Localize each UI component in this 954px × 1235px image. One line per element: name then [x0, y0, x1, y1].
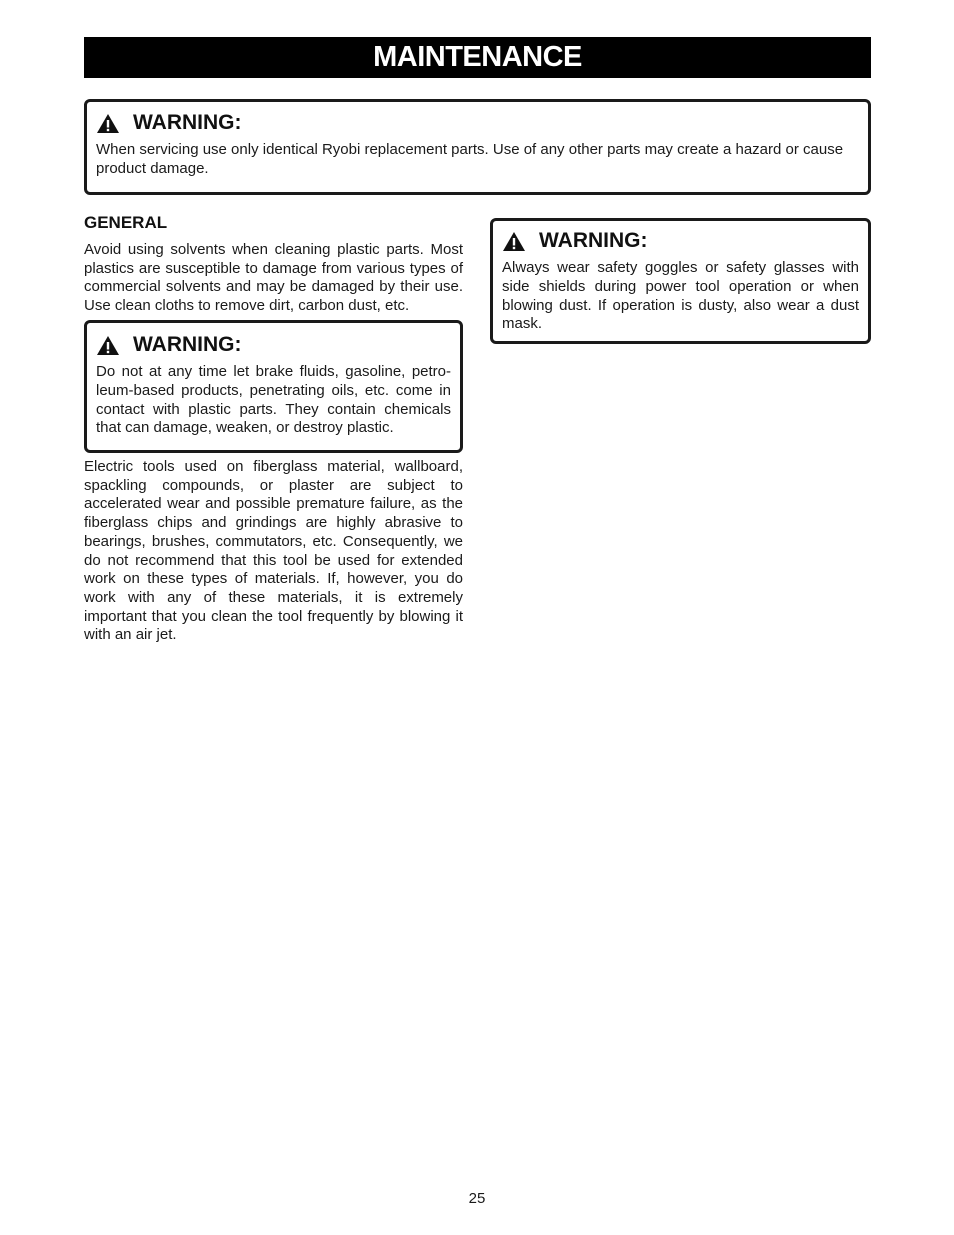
warning-label: WARNING:	[133, 111, 242, 134]
page-number: 25	[468, 1190, 486, 1207]
warning-header	[502, 229, 859, 253]
warning-header	[96, 111, 858, 135]
warning-label: WARNING:	[133, 333, 242, 356]
warning-triangle-icon	[96, 335, 120, 356]
warning-box-replacement-parts	[84, 99, 871, 195]
warning-text: Do not at any time let brake fluids, gasoline, petro-leum-based products, penetrating oils, etc. come in contact with plastic parts. They contain chemicals that can damage, weaken, or destroy plastic.	[96, 363, 451, 437]
warning-label: WARNING:	[539, 229, 648, 252]
warning-box-plastic-parts	[84, 320, 463, 453]
warning-text: When servicing use only identical Ryobi replacement parts. Use of any other parts may create a hazard or cause product damage.	[96, 141, 844, 177]
warning-header	[96, 333, 451, 357]
warning-box-safety-goggles	[490, 218, 871, 344]
warning-triangle-icon	[502, 231, 526, 252]
general-paragraph-solvents: Avoid using solvents when cleaning plastic parts. Most plastics are susceptible to damage from various types of commercial solvents and may be damaged by their use. Use clean cloths to remove dirt, carbon dust, etc.	[84, 241, 463, 315]
section-heading-general: GENERAL	[84, 213, 168, 232]
warning-text: Always wear safety goggles or safety glasses with side shields during power tool operation or when blowing dust. If operation is dusty, also wear a dust mask.	[502, 259, 859, 333]
general-paragraph-fiberglass: Electric tools used on fiberglass material, wallboard, spackling compounds, or plaster are subject to accelerated wear and possible premature failure, as the fiberglass chips and grindings are highly abrasive to bearings, brushes, commutators, etc. Consequently, we do not recommend that this tool be used for extended work on these types of materials. If, however, you do work with any of these materials, it is extremely important that you clean the tool frequently by blowing it with an air jet.	[84, 458, 463, 644]
page-title: MAINTENANCE	[84, 37, 871, 78]
warning-triangle-icon	[96, 113, 120, 134]
